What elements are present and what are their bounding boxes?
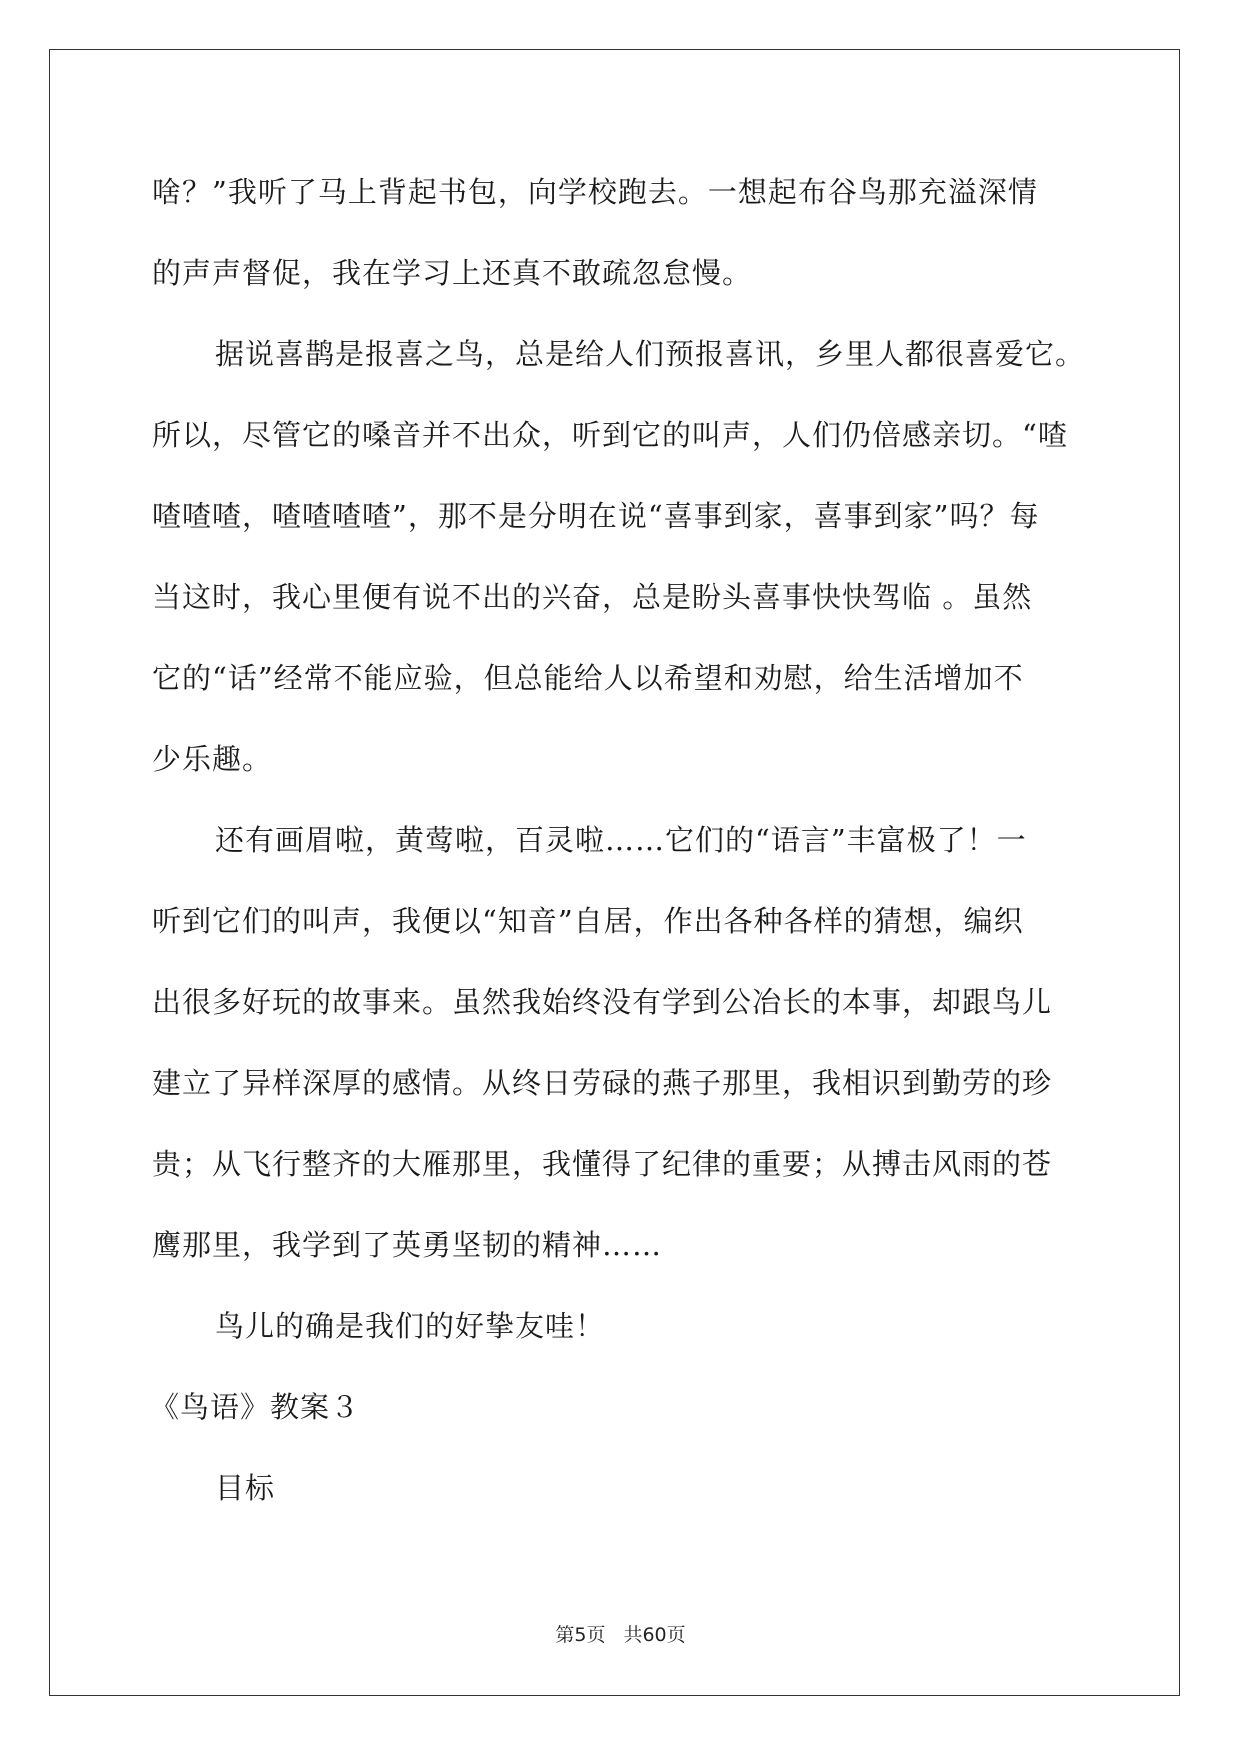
text-line: 所以，尽管它的嗓音并不出众，听到它的叫声，人们仍倍感亲切。“喳 [152,418,1068,452]
text-line: 它的“话”经常不能应验，但总能给人以希望和劝慰，给生活增加不 [152,661,1024,695]
text-line: 建立了异样深厚的感情。从终日劳碌的燕子那里，我相识到勤劳的珍 [152,1066,1053,1100]
page-number-current: 第5页 [555,1624,606,1646]
paragraph-start-line: 鸟儿的确是我们的好挚友哇！ [215,1309,606,1343]
page-number-total: 共60页 [623,1624,686,1646]
text-line: 喳喳喳，喳喳喳喳”，那不是分明在说“喜事到家，喜事到家”吗？每 [152,499,1040,533]
text-line: 出很多好玩的故事来。虽然我始终没有学到公冶长的本事，却跟鸟儿 [152,985,1053,1019]
page-footer [0,1620,1241,1647]
paragraph-start-line: 还有画眉啦，黄莺啦，百灵啦……它们的“语言”丰富极了！一 [215,823,1027,857]
text-line: 当这时，我心里便有说不出的兴奋，总是盼头喜事快快驾临 。虽然 [152,580,1033,614]
section-heading: 《鸟语》教案３ [150,1390,361,1424]
text-line: 少乐趣。 [152,742,273,776]
text-line: 贵；从飞行整齐的大雁那里，我懂得了纪律的重要；从搏击风雨的苍 [152,1147,1053,1181]
page-border [49,49,1180,1696]
text-line: 听到它们的叫声，我便以“知音”自居，作出各种各样的猜想，编织 [152,904,1024,938]
paragraph-start-line: 据说喜鹊是报喜之鸟，总是给人们预报喜讯，乡里人都很喜爱它。 [215,337,1086,371]
text-line: 鹰那里，我学到了英勇坚韧的精神…… [152,1228,663,1262]
text-line: 的声声督促，我在学习上还真不敢疏忽怠慢。 [152,256,753,290]
text-line: 啥？”我听了马上背起书包，向学校跑去。一想起布谷鸟那充溢深情 [152,175,1038,209]
subsection-heading: 目标 [215,1471,276,1505]
